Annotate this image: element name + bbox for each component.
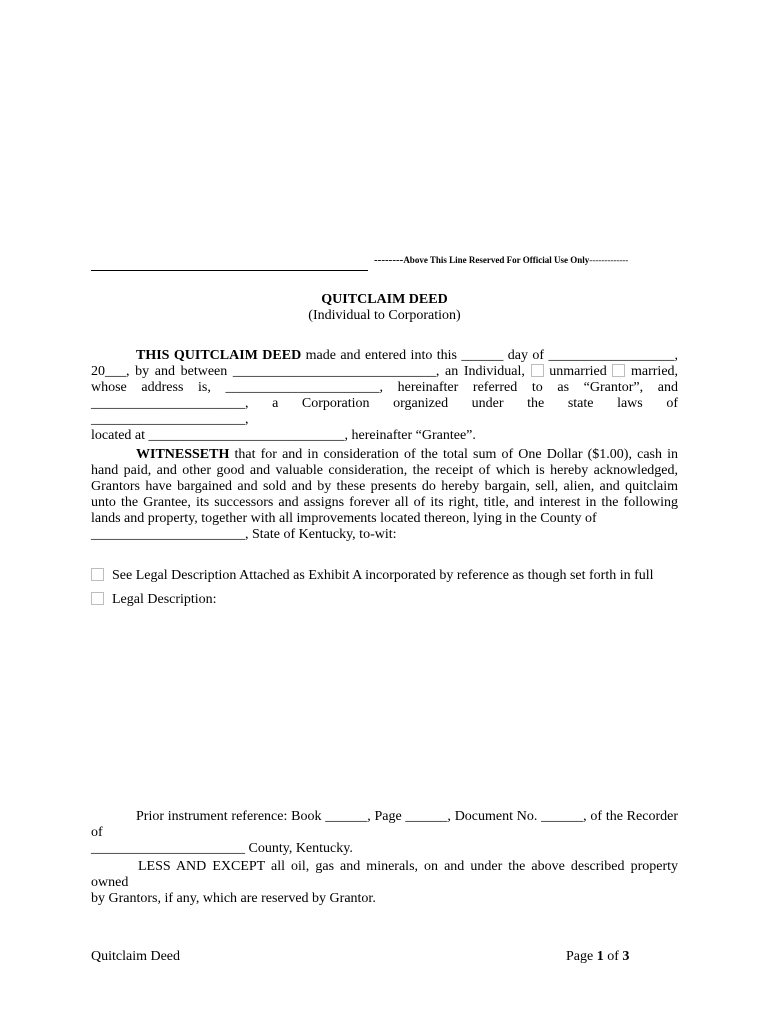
- parties-line-2: 20___, by and between _____________________________, an Individual, unmarried married,: [91, 364, 679, 379]
- official-use-signature-line: [91, 270, 368, 271]
- option-legal-description[interactable]: [91, 592, 217, 608]
- prior-instrument-paragraph: [91, 809, 678, 857]
- official-use-notice: [374, 255, 628, 266]
- official-use-text: Above This Line Reserved For Official Use Only: [403, 255, 590, 265]
- less-and-except-paragraph: [91, 859, 678, 907]
- deed-parties-paragraph: [91, 348, 678, 444]
- option-exhibit-a[interactable]: [91, 568, 654, 584]
- parties-line-3: whose address is, ______________________, hereinafter referred to as “Grantor”, and: [91, 380, 678, 395]
- document-subtitle: (Individual to Corporation): [308, 308, 461, 323]
- official-dashes-right: -------------: [589, 255, 629, 265]
- witnesseth-paragraph: [91, 447, 678, 543]
- footer-page-number: Page 1 of 3: [566, 949, 630, 964]
- less-except-line-2: by Grantors, if any, which are reserved by Grantor.: [91, 891, 376, 906]
- parties-line-5: located at ____________________________, hereinafter “Grantee”.: [91, 428, 476, 443]
- footer-document-name: Quitclaim Deed: [91, 949, 181, 964]
- deed-lead-bold: THIS QUITCLAIM DEED: [136, 348, 302, 363]
- official-dashes-left: --------: [374, 254, 404, 266]
- parties-line-4: ______________________, a Corporation organized under the state laws of ______________________,: [91, 396, 678, 427]
- prior-line-2: ______________________ County, Kentucky.: [91, 841, 353, 856]
- unmarried-checkbox[interactable]: [531, 364, 544, 377]
- legal-description-checkbox[interactable]: [91, 592, 104, 605]
- parties-line-1: THIS QUITCLAIM DEED made and entered into this ______ day of __________________,: [136, 348, 678, 363]
- witnesseth-lead-bold: WITNESSETH: [136, 447, 230, 462]
- total-pages: 3: [622, 949, 630, 964]
- exhibit-a-label: See Legal Description Attached as Exhibit A incorporated by reference as though set forth in full: [112, 568, 654, 583]
- unmarried-label: unmarried: [549, 364, 607, 379]
- married-label: married,: [631, 364, 679, 379]
- prior-line-1: Prior instrument reference: Book ______, Page ______, Document No. ______, of the Recorder of: [91, 809, 678, 840]
- grantee-address-blank: ____________________________: [148, 428, 345, 443]
- witnesseth-last-line: ______________________, State of Kentucky, to-wit:: [91, 527, 397, 542]
- legal-description-label: Legal Description:: [112, 592, 217, 607]
- current-page: 1: [596, 949, 604, 964]
- document-title: QUITCLAIM DEED: [321, 292, 448, 307]
- exhibit-a-checkbox[interactable]: [91, 568, 104, 581]
- witnesseth-body: WITNESSETH that for and in consideration of the total sum of One Dollar ($1.00), cash in hand paid, and other good and valuable consideration, the receipt of which is hereby acknowledged, Grantors have bargained and sold and by these presents do hereby bargain, sell, alien, and quitclaim unto the Grantee, its successors and assigns forever all of its right, title, and interest in the following lands and property, together with all improvements located thereon, lying in the County of: [91, 447, 678, 526]
- married-checkbox[interactable]: [612, 364, 625, 377]
- less-except-line-1: LESS AND EXCEPT all oil, gas and minerals, on and under the above described property owned: [91, 859, 678, 890]
